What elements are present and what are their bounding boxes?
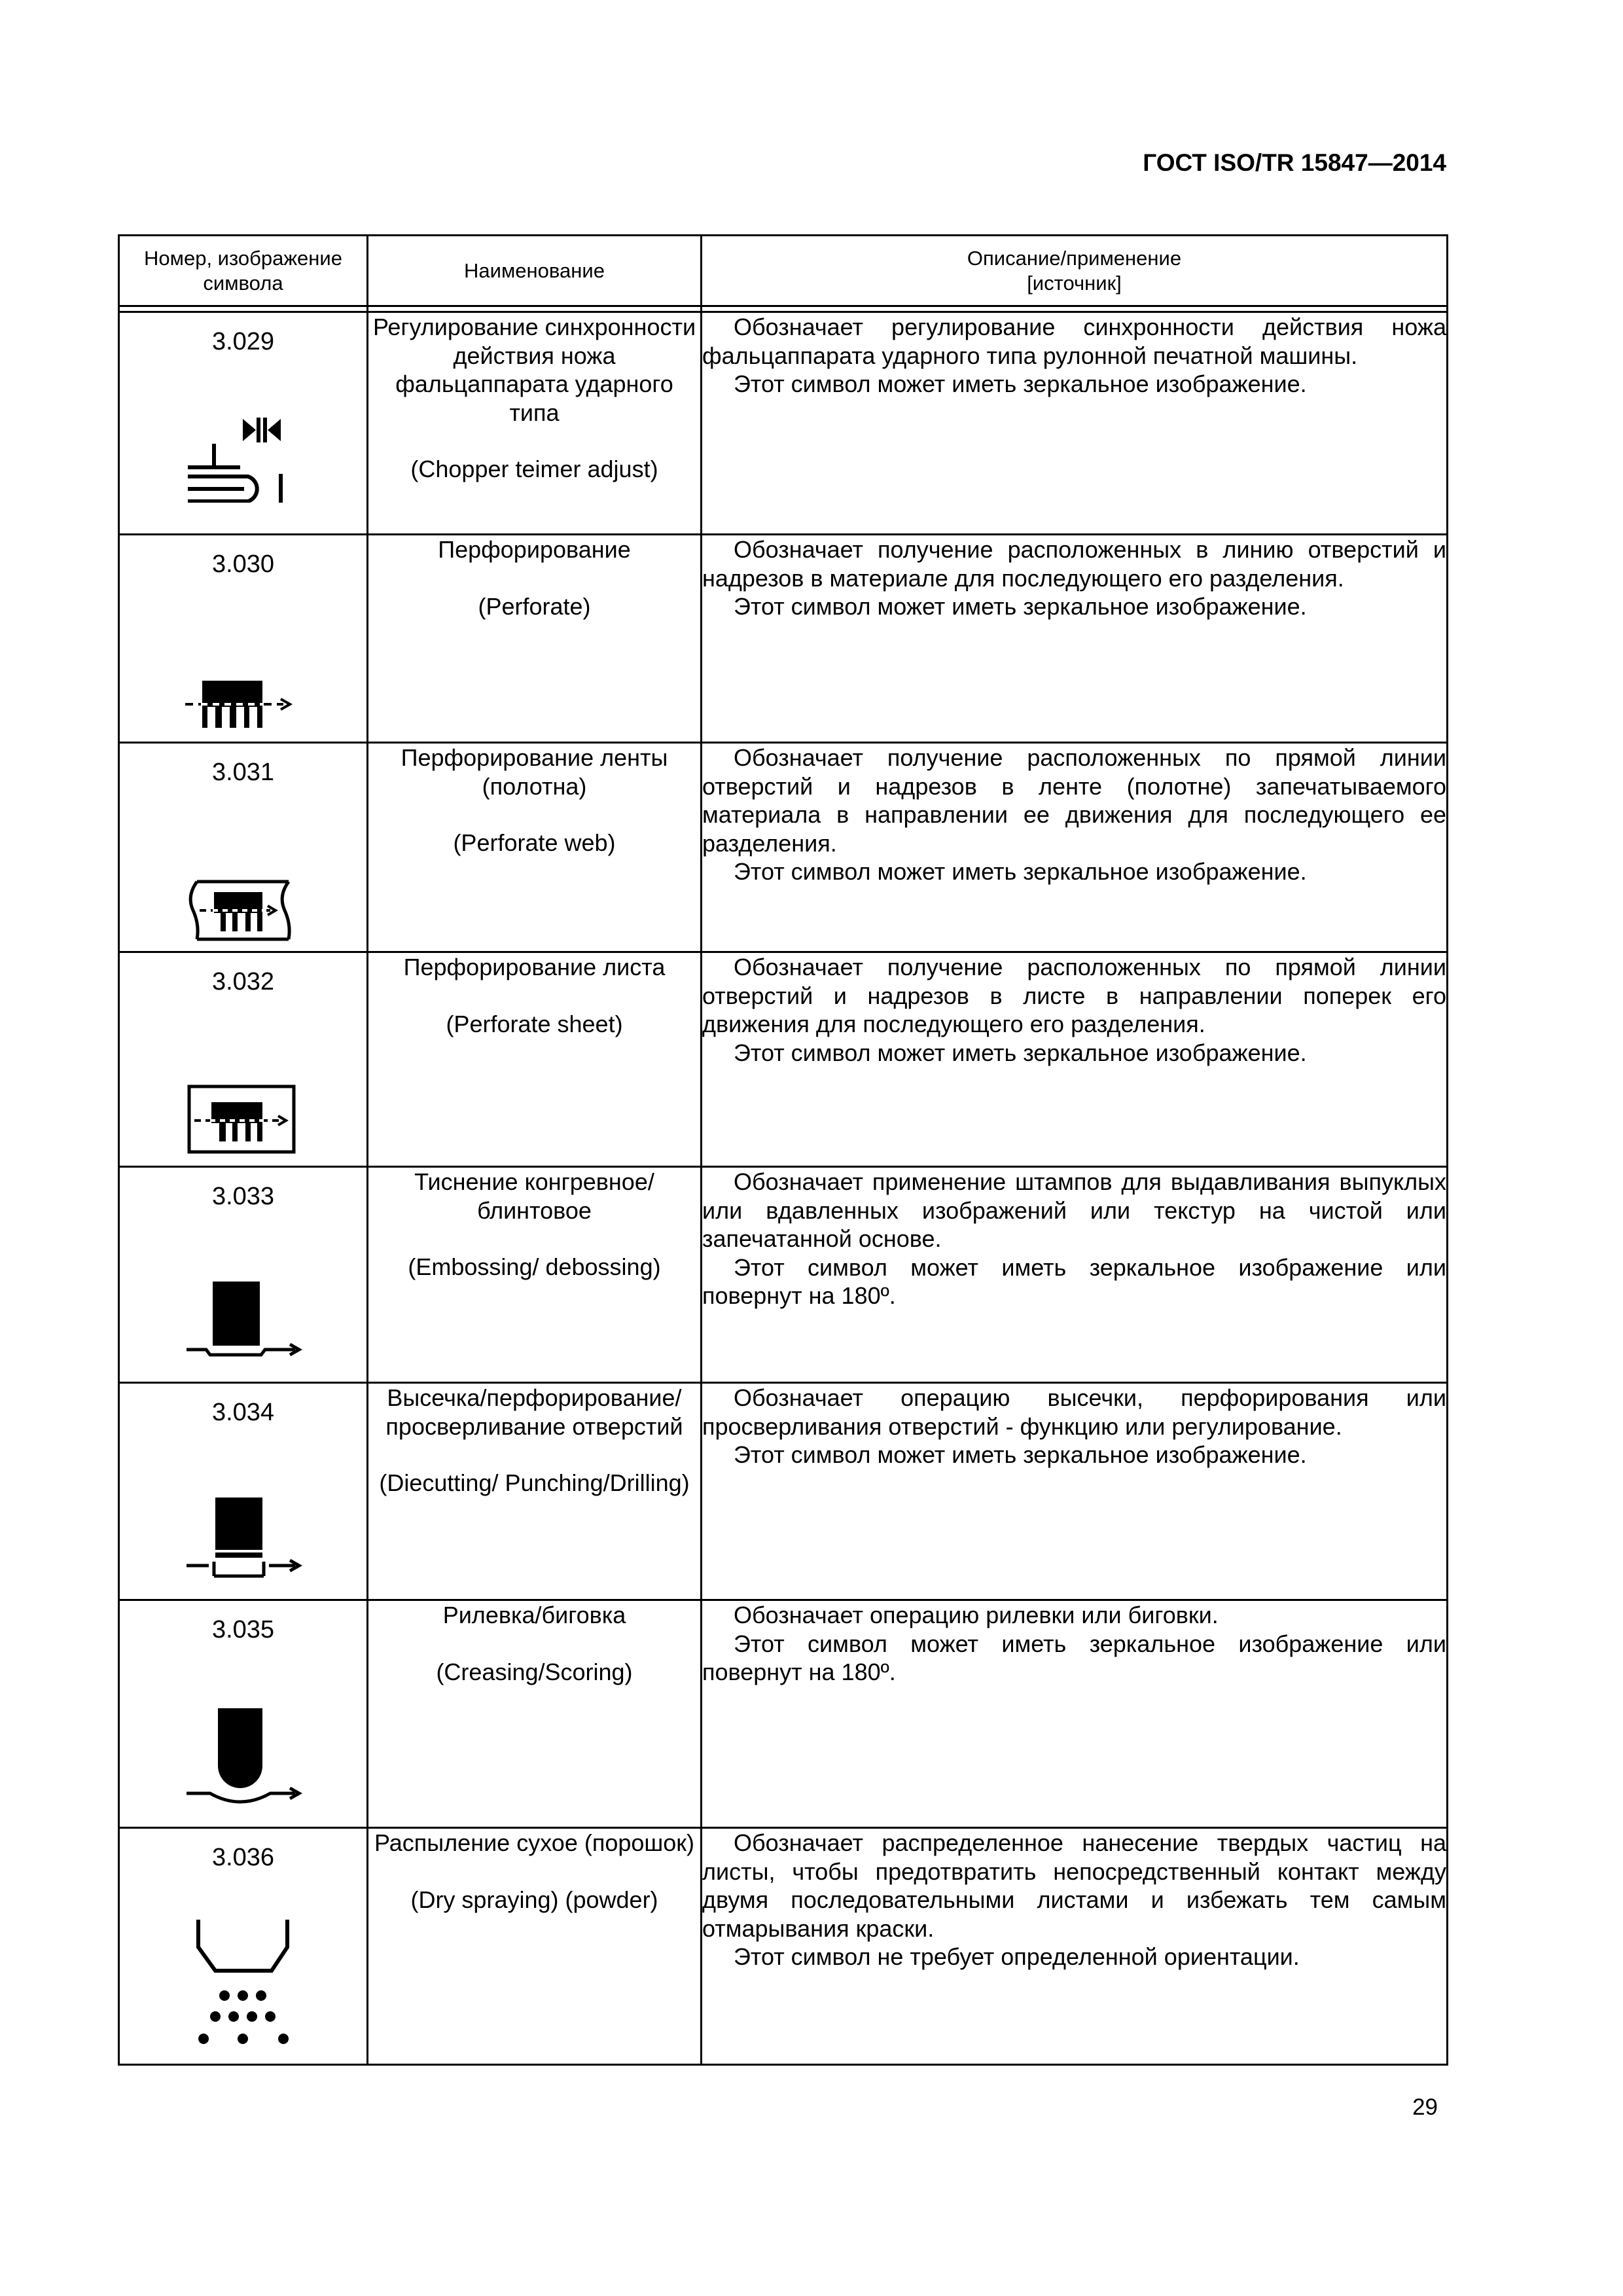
table-row (119, 952, 1448, 1167)
symbol-name-en: (Diecutting/ Punching/Drilling) (379, 1469, 690, 1496)
creasing-scoring-icon (185, 1706, 303, 1804)
symbol-cell (119, 1600, 368, 1828)
symbol-name-ru: Перфорирование (438, 536, 631, 563)
description-paragraph: Обозначает регулирование синхронности действия ножа фальцаппарата ударного типа рулонной печатной машины. (702, 314, 1446, 369)
description-paragraph: Этот символ может иметь зеркальное изображение. (734, 1039, 1307, 1066)
symbol-name-cell (368, 1828, 702, 2065)
symbol-number: 3.030 (211, 550, 275, 578)
description-paragraph: Обозначает получение расположенных по прямой линии отверстий и надрезов в ленте (полотне) запечатываемого материала в направлении ее движения для последующего ее разделения. (702, 744, 1446, 857)
description-paragraph: Обозначает получение расположенных в линию отверстий и надрезов в материале для последующего его разделения. (702, 536, 1446, 592)
description-paragraph: Обозначает применение штампов для выдавливания выпуклых или вдавленных изображений или текстур на чистой или запечатанной основе. (702, 1168, 1446, 1252)
symbol-name-en: (Embossing/ debossing) (408, 1253, 661, 1280)
symbol-number: 3.031 (211, 759, 275, 786)
symbol-number: 3.032 (211, 968, 275, 996)
symbol-name-en: (Chopper teimer adjust) (410, 456, 658, 482)
table-row (119, 312, 1448, 535)
symbol-name-cell (368, 1167, 702, 1383)
symbol-description-cell (702, 1600, 1448, 1828)
embossing-debossing-icon (185, 1279, 303, 1361)
symbol-description-cell (702, 1828, 1448, 2065)
symbol-name-en: (Perforate) (478, 592, 591, 620)
symbol-name-cell (368, 312, 702, 535)
symbol-description-cell (702, 312, 1448, 535)
symbol-number: 3.029 (211, 328, 275, 355)
perforate-web-icon (185, 878, 300, 943)
symbol-name-en: (Creasing/Scoring) (436, 1658, 633, 1685)
symbol-description-cell (702, 535, 1448, 743)
description-paragraph: Этот символ может иметь зеркальное изображение. (734, 1441, 1307, 1468)
symbol-description-cell (702, 743, 1448, 952)
symbol-name-en: (Perforate sheet) (446, 1010, 623, 1037)
table-row (119, 743, 1448, 952)
symbol-name-cell (368, 535, 702, 743)
symbol-number: 3.033 (211, 1183, 275, 1210)
description-paragraph: Этот символ может иметь зеркальное изображение. (734, 858, 1307, 885)
document-code: ГОСТ ISO/TR 15847—2014 (1143, 149, 1446, 176)
symbols-table (118, 234, 1448, 2066)
symbol-number: 3.036 (211, 1844, 275, 1871)
symbol-name-ru: Распыление сухое (порошок) (374, 1829, 695, 1856)
description-paragraph: Этот символ может иметь зеркальное изображение. (734, 593, 1307, 620)
symbol-number: 3.034 (211, 1399, 275, 1426)
table-row (119, 1383, 1448, 1600)
symbol-name-ru: Перфорирование листа (403, 954, 666, 980)
symbol-name-ru: Рилевка/биговка (442, 1602, 626, 1628)
symbol-name-ru: Высечка/перфорирование/просверливание отверстий (385, 1384, 683, 1440)
symbol-cell (119, 952, 368, 1167)
symbol-cell (119, 1167, 368, 1383)
symbol-name-cell (368, 743, 702, 952)
description-paragraph: Обозначает получение расположенных по прямой линии отверстий и надрезов в листе в направлении поперек его движения для последующего его разделения. (702, 954, 1446, 1037)
description-paragraph: Обозначает операцию высечки, перфорирования или просверливания отверстий - функцию или регулирование. (702, 1384, 1446, 1440)
table-row (119, 1828, 1448, 2065)
symbol-description-cell (702, 1383, 1448, 1600)
symbol-name-ru: Регулирование синхронности действия ножа фальцаппарата ударного типа (372, 314, 696, 426)
symbol-name-ru: Перфорирование ленты (полотна) (401, 744, 668, 800)
table-row (119, 535, 1448, 743)
symbol-description-cell (702, 1167, 1448, 1383)
column-header-name: Наименование (368, 236, 702, 306)
symbol-name-ru: Тиснение конгревное/ блинтовое (414, 1168, 654, 1224)
symbol-cell (119, 1383, 368, 1600)
table-row (119, 1600, 1448, 1828)
description-paragraph: Этот символ может иметь зеркальное изображение. (734, 370, 1307, 397)
symbol-cell (119, 743, 368, 952)
page-number: 29 (1412, 2094, 1438, 2120)
symbol-number: 3.035 (211, 1616, 275, 1643)
symbol-cell (119, 312, 368, 535)
dry-spraying-powder-icon (192, 1917, 296, 2051)
symbol-name-cell (368, 952, 702, 1167)
description-paragraph: Этот символ может иметь зеркальное изображение или повернут на 180º. (702, 1253, 1446, 1309)
symbol-name-cell (368, 1383, 702, 1600)
perforate-icon (185, 678, 296, 730)
description-paragraph: Этот символ может иметь зеркальное изображение или повернут на 180º. (702, 1630, 1446, 1685)
symbol-name-cell (368, 1600, 702, 1828)
table-row (119, 1167, 1448, 1383)
description-paragraph: Обозначает операцию рилевки или биговки. (734, 1602, 1219, 1628)
chopper-timer-adjust-icon (185, 411, 296, 503)
column-header-number: Номер, изображение символа (119, 236, 368, 306)
diecutting-punching-drilling-icon (185, 1495, 303, 1583)
symbol-name-en: (Perforate web) (453, 829, 616, 856)
symbol-description-cell (702, 952, 1448, 1167)
perforate-sheet-icon (185, 1084, 300, 1156)
description-paragraph: Этот символ не требует определенной ориентации. (734, 1943, 1300, 1970)
symbol-name-en: (Dry spraying) (powder) (410, 1886, 658, 1913)
header-separator (119, 306, 1448, 312)
symbol-cell (119, 1828, 368, 2065)
column-header-description: Описание/применение [источник] (702, 236, 1448, 306)
symbol-cell (119, 535, 368, 743)
table-header-row (119, 236, 1448, 306)
description-paragraph: Обозначает распределенное нанесение твердых частиц на листы, чтобы предотвратить непосредственный контакт между двумя последовательными листами и избежать тем самым отмарывания краски. (702, 1829, 1446, 1942)
